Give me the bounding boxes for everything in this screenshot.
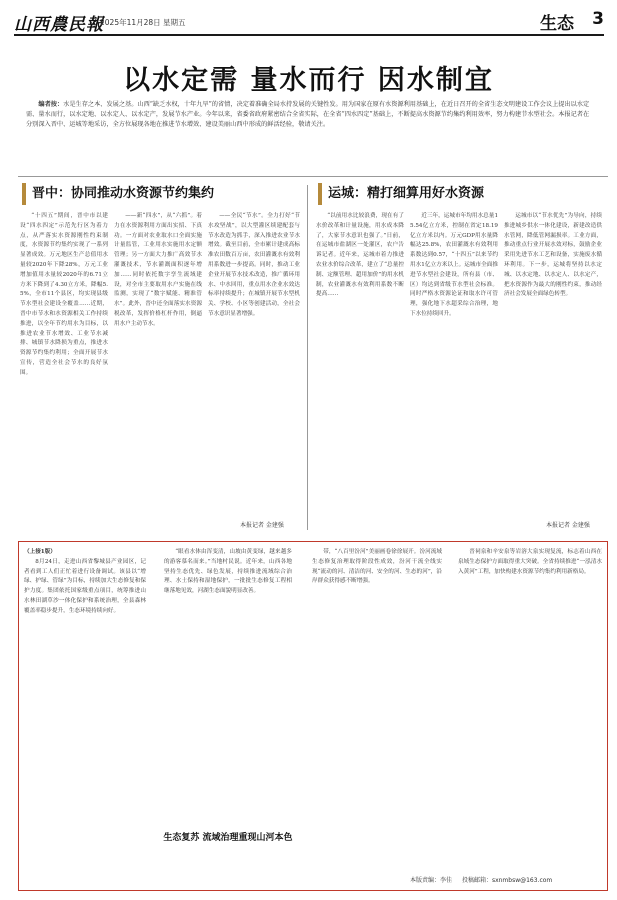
feature-column-4: 晋祠泉和辛安泉等岩溶大泉实现复流，标志着山西在泉域生态保护方面取得重大突破。全省持续推进“一泓清水入黄河”工程，加快构建水资源节约集约利用新格局。: [458, 549, 602, 575]
feature-column-3: 带，“八百里汾河”美丽画卷徐徐展开。汾河流域生态修复治理取得阶段性成效，汾河干流全线实现“流动的河、清洁的河、安全的河、生态的河”，沿岸群众获得感不断增强。: [312, 549, 442, 585]
masthead: [14, 8, 604, 36]
section-name: 生态: [540, 14, 574, 34]
contact-email: 投稿邮箱：sxnmbsw@163.com: [461, 877, 553, 884]
jinzhong-column-2: ——新“四水”，从“六抓”。着力在水资源利用方面出实招、下真功。一方面对农业取水口全面实施计量监管，工业用水实施用水定额管理；另一方面大力推广高效节水灌溉技术，节水灌溉面积逐年增加……同时依托数字孪生流域建设，对全市主要取用水户实施在线监测，实现了“数字赋能、精准管水”。此外，晋中还全面落实水资源税改革，发挥价格杠杆作用，倒逼用水户主动节水。: [114, 213, 202, 327]
yuncheng-column-3: 运城市以“节水优先”为导向，持续推进城乡供水一体化建设，新建改造供水管网，降低管网漏损率。工业方面，推动重点行业开展水效对标，鼓励企业采用先进节水工艺和设备，实施废水循环利用。下一步，运城将坚持以水定城、以水定地、以水定人、以水定产，把水资源作为最大的刚性约束，推动经济社会发展全面绿色转型。: [504, 213, 602, 298]
feature-column-1: （上接1版） 8月24日，走进山西省黎城县产业园区，记者看到工人们正忙着进行设备调试。该县以“增绿、护绿、管绿”为目标，持续加大生态修复和保护力度。集团依托国家级重点项目，统筹推进山水林田湖草沙一体化保护和系统治理，全县森林覆盖率稳步提升，生态环境持续向好。: [24, 549, 146, 614]
jinzhong-column-3: ——全民“节水”。全力打好“节水攻坚战”，以大型灌区续建配套与节水改造为抓手，深入推进农业节水增效。截至目前，全市累计建成高标准农田数百万亩，农田灌溉水有效利用系数进一步提高。同时，推动工业企业开展节水技术改造，推广循环用水、中水回用，重点用水企业水效达标率持续提升；在城镇开展节水型机关、学校、小区等创建活动，全社会节水意识显著增强。: [208, 213, 300, 317]
jinzhong-column-1: “十四五”期间，晋中市以建设“四水四定”示范先行区为着力点，从严落实水资源刚性约束制度，水资源节约集约实现了一系列显著成效。万元地区生产总值用水量较2020年下降28%，万元工业增加值用水量较2020年的6.71立方米下降到了4.30立方米，降幅5.5%，全市11个县区，均实现县级节水型社会建设全覆盖……近期，晋中市节水和水资源相关工作持续推进，以全年节约用水为目标，以推进农业节水增效、工业节水减排、城镇节水降损为重点，推进水资源节约集约利用；全面开展节水宣传，营造全社会节水的良好氛围。: [20, 213, 108, 376]
yuncheng-section-title: 运城：精打细算用好水资源: [318, 183, 484, 205]
editor-note-text-2: 用为国家在原有水资源利用基础上，在近日召开的全省生态文明建设工作会议上提出以水定需、量水而行，以水定地、以水定人、以水定产，发展节水产业。今年以来，省委省政府紧密结合全省实际，在全省“四水四定”基础上，不断提高水资源节约集约利用效率，努力构建节水型社会。本报记者在分别深入晋中、运城等地采访，全方位展现各地在推进节水增效、建设美丽山西中形成的鲜活经验，敬请关注。: [26, 101, 590, 128]
jinzhong-byline: 本报记者 金建强: [240, 522, 284, 529]
yuncheng-column-1: “以前用水比较浪费，现在有了水价改革和计量设施，用水成本降了，大家节水意识也强了。”日前，在运城市盐湖区一处灌区，农户告诉记者。近年来，运城市着力推进农业水价综合改革，建立了“总量控制、定额管理、超用加价”的用水机制，农业灌溉水有效利用系数不断提高……: [316, 213, 404, 298]
page-number: 3: [592, 9, 604, 29]
feature-column-2: “眼看水体由浑变清，山坡由黄变绿，越来越多的游客慕名而来。”当地村民说。近年来，山西各地坚持生态优先、绿色发展，持续推进流域综合治理、水土保持和湿地保护，一批批生态修复工程相继落地见效，河湖生态面貌明显改善。: [164, 549, 292, 595]
editor-note-tag: 编者按：: [38, 101, 64, 108]
column-divider: [307, 185, 308, 530]
editor-note-text: 水是生存之本、发展之基。山西“缺乏水权，十年九旱”的省情，决定着准确全局水持发展的关键性发。: [63, 101, 342, 108]
yuncheng-byline: 本报记者 金建强: [546, 522, 590, 529]
section-divider: [18, 176, 608, 177]
editor-credit: 本版责编：李佳: [410, 877, 453, 884]
feature-subtitle: 生态复苏 流域治理重现山河本色: [163, 833, 293, 843]
jinzhong-section-title: 晋中：协同推动水资源节约集约: [22, 183, 214, 205]
page-footer: [410, 875, 552, 884]
yuncheng-column-2: 近三年，运城市年均用水总量15.54亿立方米，控制在省定18.19亿立方米以内。万元GDP用水量降幅达25.8%，农田灌溉水有效利用系数达到0.57，“十四五”以来节约用水1亿立方米以上。运城市全面推进节水型社会建设，所有县（市、区）均达到省级节水型社会标准。同时严格水资源论证和取水许可管理，强化地下水超采综合治理，地下水位持续回升。: [410, 213, 498, 317]
continued-from-tag: （上接1版）: [24, 549, 56, 555]
editor-note: [26, 100, 592, 130]
newspaper-logo: 山西農民報: [14, 15, 104, 35]
issue-date: 2025年11月28日 星期五: [100, 18, 186, 27]
page-headline: 以水定需 量水而行 因水制宜: [123, 65, 494, 96]
